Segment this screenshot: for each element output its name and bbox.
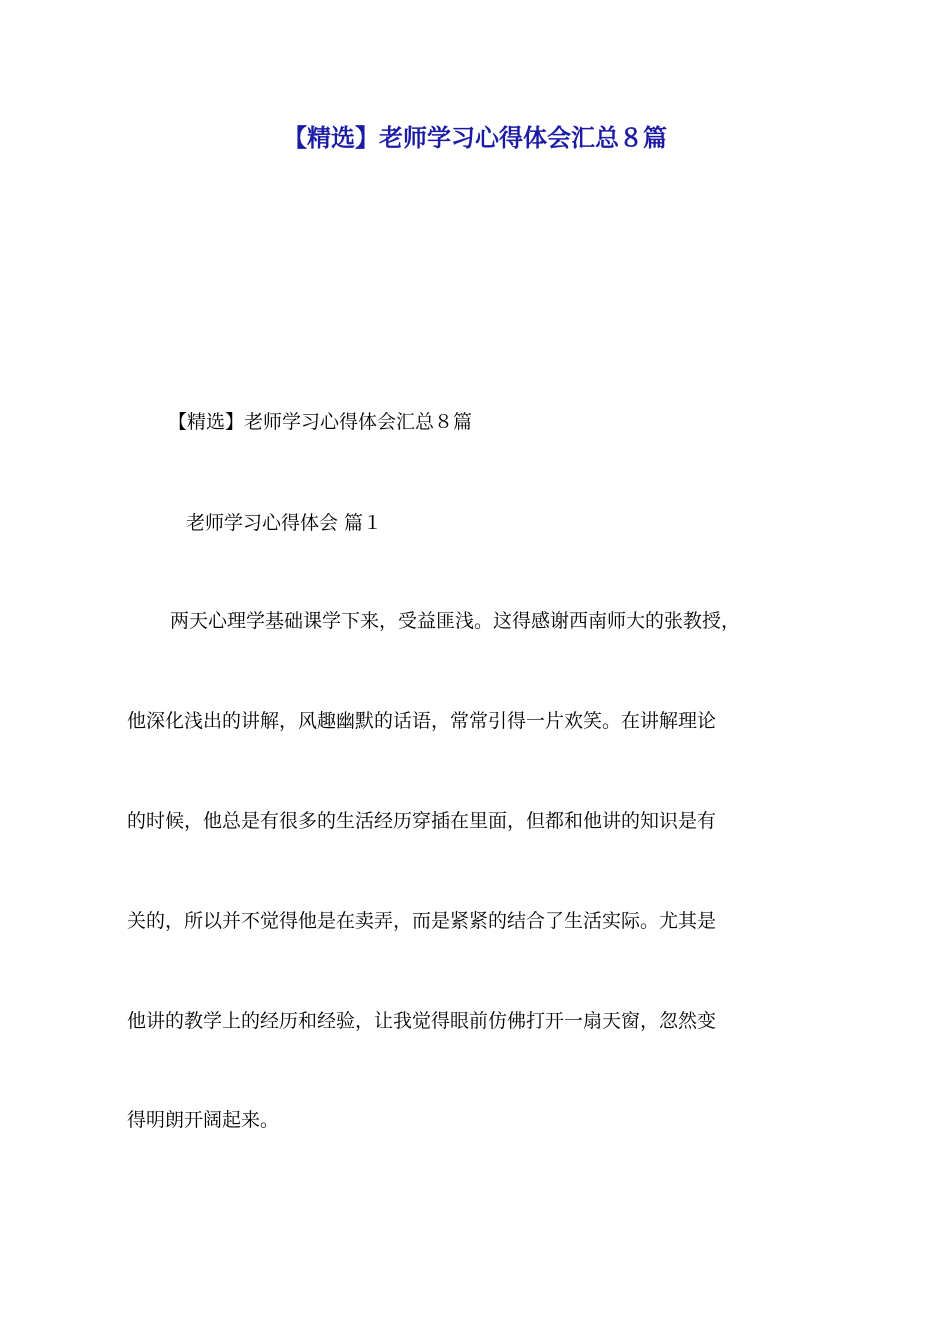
paragraph-line: 的时候，他总是有很多的生活经历穿插在里面，但都和他讲的知识是有 — [127, 810, 717, 832]
document-subtitle: 【精选】老师学习心得体会汇总８篇 — [168, 411, 473, 433]
document-title: 【精选】老师学习心得体会汇总８篇 — [283, 124, 667, 152]
paragraph-line: 得明朗开阔起来。 — [127, 1109, 280, 1131]
paragraph-line: 关的，所以并不觉得他是在卖弄，而是紧紧的结合了生活实际。尤其是 — [127, 910, 717, 932]
paragraph-line: 两天心理学基础课学下来，受益匪浅。这得感谢西南师大的张教授， — [170, 610, 741, 632]
section-heading: 老师学习心得体会 篇１ — [186, 512, 383, 534]
paragraph-line: 他深化浅出的讲解，风趣幽默的话语，常常引得一片欢笑。在讲解理论 — [127, 710, 717, 732]
paragraph-line: 他讲的教学上的经历和经验，让我觉得眼前仿佛打开一扇天窗，忽然变 — [127, 1010, 717, 1032]
